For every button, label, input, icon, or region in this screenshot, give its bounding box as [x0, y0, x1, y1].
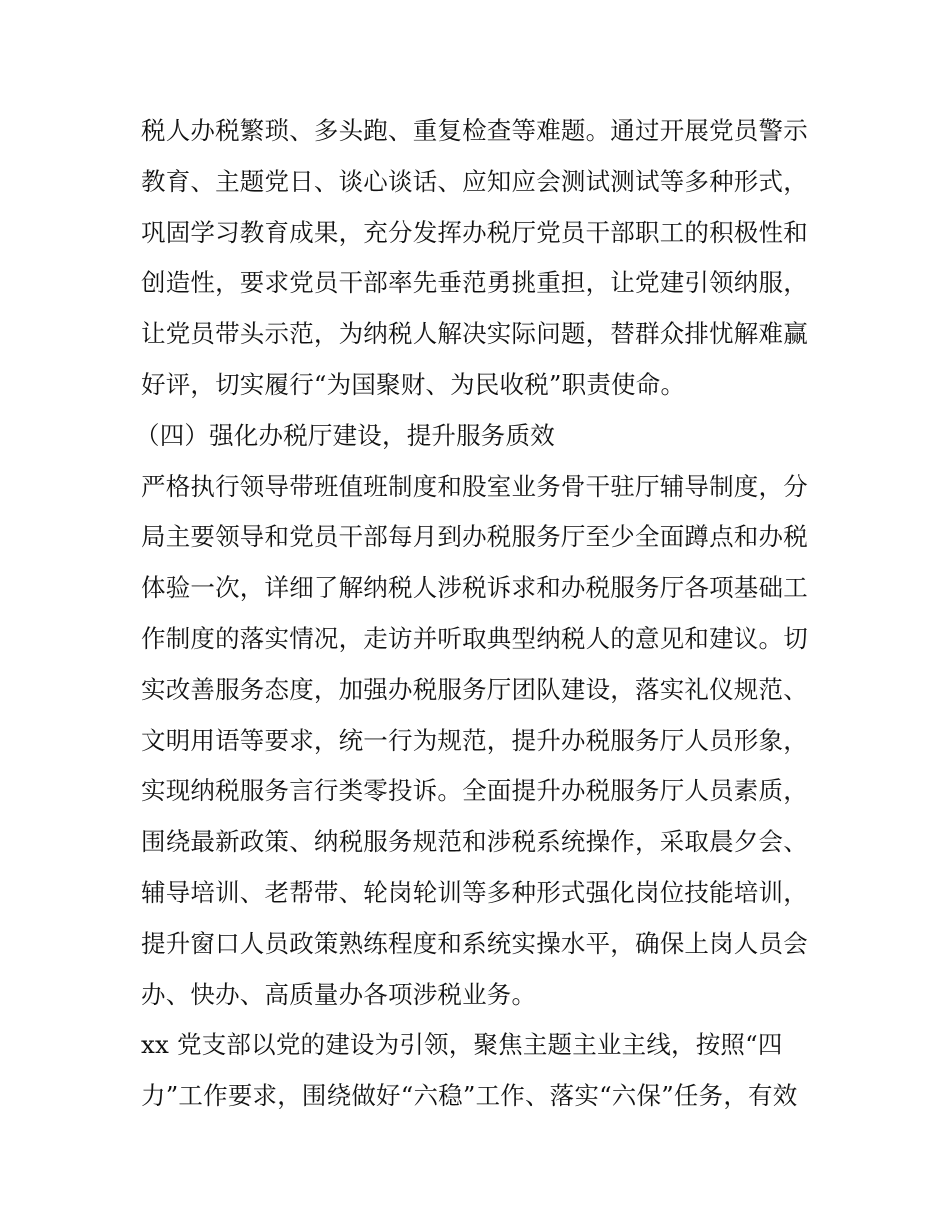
paragraph-line: 体验一次，详细了解纳税人涉税诉求和办税服务厅各项基础工	[141, 573, 808, 603]
paragraph-3	[141, 1020, 821, 1122]
paragraph-line: 让党员带头示范，为纳税人解决实际问题，替群众排忧解难赢	[141, 319, 808, 349]
paragraph-line: 创造性，要求党员干部率先垂范勇挑重担，让党建引领纳服，	[141, 268, 808, 298]
paragraph-line: 教育、主题党日、谈心谈话、应知应会测试测试等多种形式，	[141, 166, 808, 196]
paragraph-line: 辅导培训、老帮带、轮岗轮训等多种形式强化岗位技能培训，	[141, 877, 808, 907]
paragraph-line: 实现纳税服务言行类零投诉。全面提升办税服务厅人员素质，	[141, 776, 808, 806]
paragraph-line: 税人办税繁琐、多头跑、重复检查等难题。通过开展党员警示	[141, 116, 808, 145]
paragraph-2	[141, 462, 821, 1021]
paragraph-line: 实改善服务态度，加强办税服务厅团队建设，落实礼仪规范、	[141, 674, 808, 704]
paragraph-line: 围绕最新政策、纳税服务规范和涉税系统操作，采取晨夕会、	[141, 827, 808, 857]
section-heading: （四）强化办税厅建设，提升服务质效	[135, 420, 555, 450]
paragraph-line: 严格执行领导带班值班制度和股室业务骨干驻厅辅导制度，分	[141, 471, 808, 501]
paragraph-1	[141, 106, 821, 411]
paragraph-line: 办、快办、高质量办各项涉税业务。	[141, 979, 537, 1009]
document-body	[135, 106, 821, 1122]
paragraph-line: 文明用语等要求，统一行为规范，提升办税服务厅人员形象，	[141, 725, 808, 755]
paragraph-line: 好评，切实履行“为国聚财、为民收税”职责使命。	[141, 369, 686, 399]
paragraph-line: 局主要领导和党员干部每月到办税服务厅至少全面蹲点和办税	[141, 522, 808, 552]
paragraph-line: 作制度的落实情况，走访并听取典型纳税人的意见和建议。切	[141, 623, 808, 653]
paragraph-line: 巩固学习教育成果，充分发挥办税厅党员干部职工的积极性和	[141, 217, 808, 247]
paragraph-line: 提升窗口人员政策熟练程度和系统实操水平，确保上岗人员会	[141, 928, 808, 958]
paragraph-line: 力”工作要求，围绕做好“六稳”工作、落实“六保”任务，有效	[141, 1081, 798, 1111]
paragraph-line: xx 党支部以党的建设为引领，聚焦主题主业主线，按照“四	[141, 1030, 783, 1060]
